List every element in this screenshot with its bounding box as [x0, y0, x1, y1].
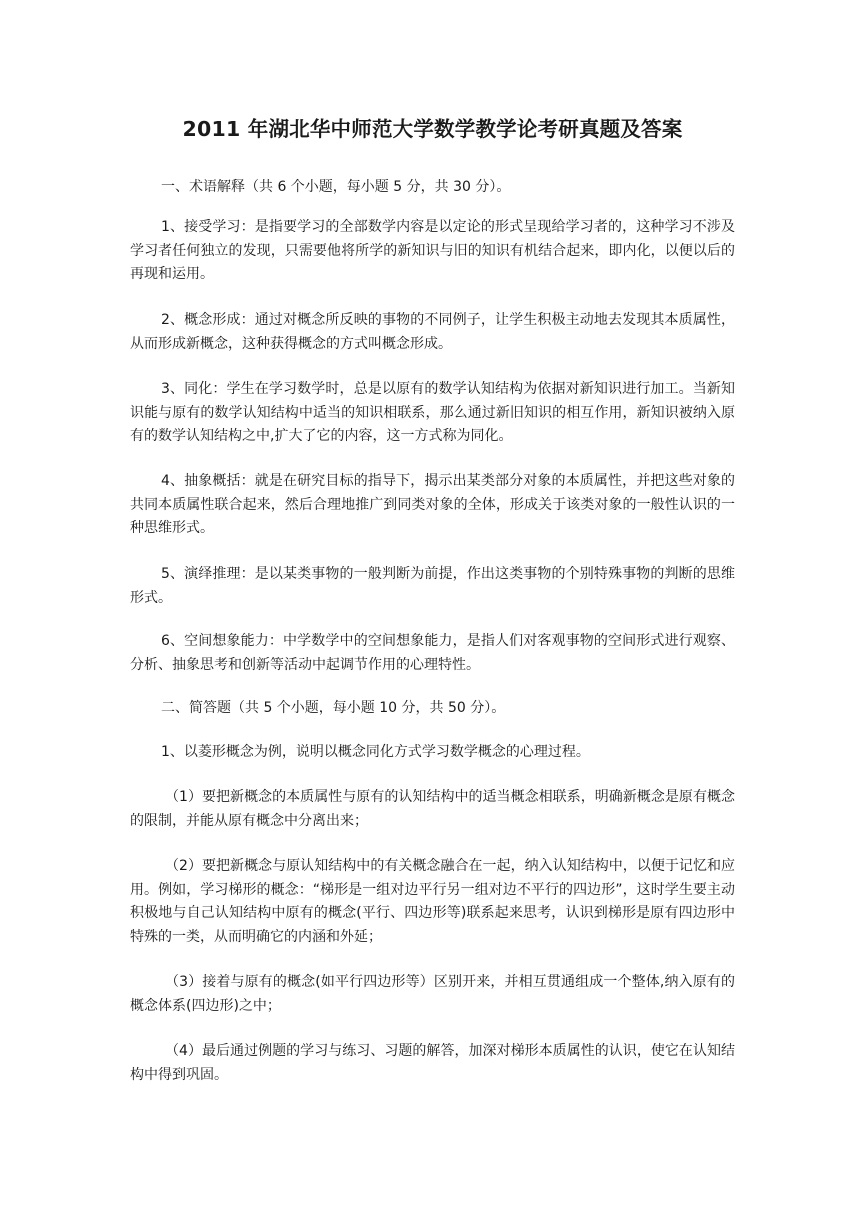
- question-1: 1、以菱形概念为例，说明以概念同化方式学习数学概念的心理过程。: [161, 744, 590, 760]
- answer-step-2: （2）要把新概念与原认知结构中的有关概念融合在一起，纳入认知结构中，以便于记忆和应用。例如，学习梯形的概念：“梯形是一组对边平行另一组对边不平行的四边形”，这时学生要主动积极地与自己认知结构中原有的概念(平行、四边形等)联系起来思考，认识到梯形是原有四边形中特殊的一类，从而明确它的内涵和外延；: [130, 858, 735, 945]
- answer-step-4: （4）最后通过例题的学习与练习、习题的解答，加深对梯形本质属性的认识，使它在认知结构中得到巩固。: [130, 1043, 735, 1083]
- answer-step-1: （1）要把新概念的本质属性与原有的认知结构中的适当概念相联系，明确新概念是原有概念的限制，并能从原有概念中分离出来；: [130, 789, 735, 829]
- section-heading-short-answer: 二、简答题（共 5 个小题，每小题 10 分，共 50 分）。: [161, 700, 506, 716]
- paragraph-term-4: 4、抽象概括：就是在研究目标的指导下，揭示出某类部分对象的本质属性，并把这些对象的共同本质属性联合起来，然后合理地推广到同类对象的全体，形成关于该类对象的一般性认识的一种思维形式。: [130, 473, 735, 536]
- answer-step-3: （3）接着与原有的概念(如平行四边形等）区别开来，并相互贯通组成一个整体,纳入原有的概念体系(四边形)之中；: [130, 974, 735, 1014]
- paragraph-term-1: 1、接受学习：是指要学习的全部数学内容是以定论的形式呈现给学习者的，这种学习不涉及学习者任何独立的发现，只需要他将所学的新知识与旧的知识有机结合起来，即内化，以便以后的再现和运用。: [130, 219, 735, 282]
- document-title: 2011 年湖北华中师范大学数学教学论考研真题及答案: [182, 117, 683, 141]
- paragraph-term-3: 3、同化：学生在学习数学时，总是以原有的数学认知结构为依据对新知识进行加工。当新知识能与原有的数学认知结构中适当的知识相联系，那么通过新旧知识的相互作用，新知识被纳入原有的数学认知结构之中,扩大了它的内容，这一方式称为同化。: [130, 381, 735, 444]
- paragraph-term-6: 6、空间想象能力：中学数学中的空间想象能力，是指人们对客观事物的空间形式进行观察、分析、抽象思考和创新等活动中起调节作用的心理特性。: [130, 633, 735, 673]
- paragraph-term-2: 2、概念形成：通过对概念所反映的事物的不同例子，让学生积极主动地去发现其本质属性，从而形成新概念，这种获得概念的方式叫概念形成。: [130, 312, 735, 352]
- section-heading-terms: 一、术语解释（共 6 个小题，每小题 5 分，共 30 分）。: [161, 179, 511, 195]
- paragraph-term-5: 5、演绎推理：是以某类事物的一般判断为前提，作出这类事物的个别特殊事物的判断的思维形式。: [130, 566, 735, 606]
